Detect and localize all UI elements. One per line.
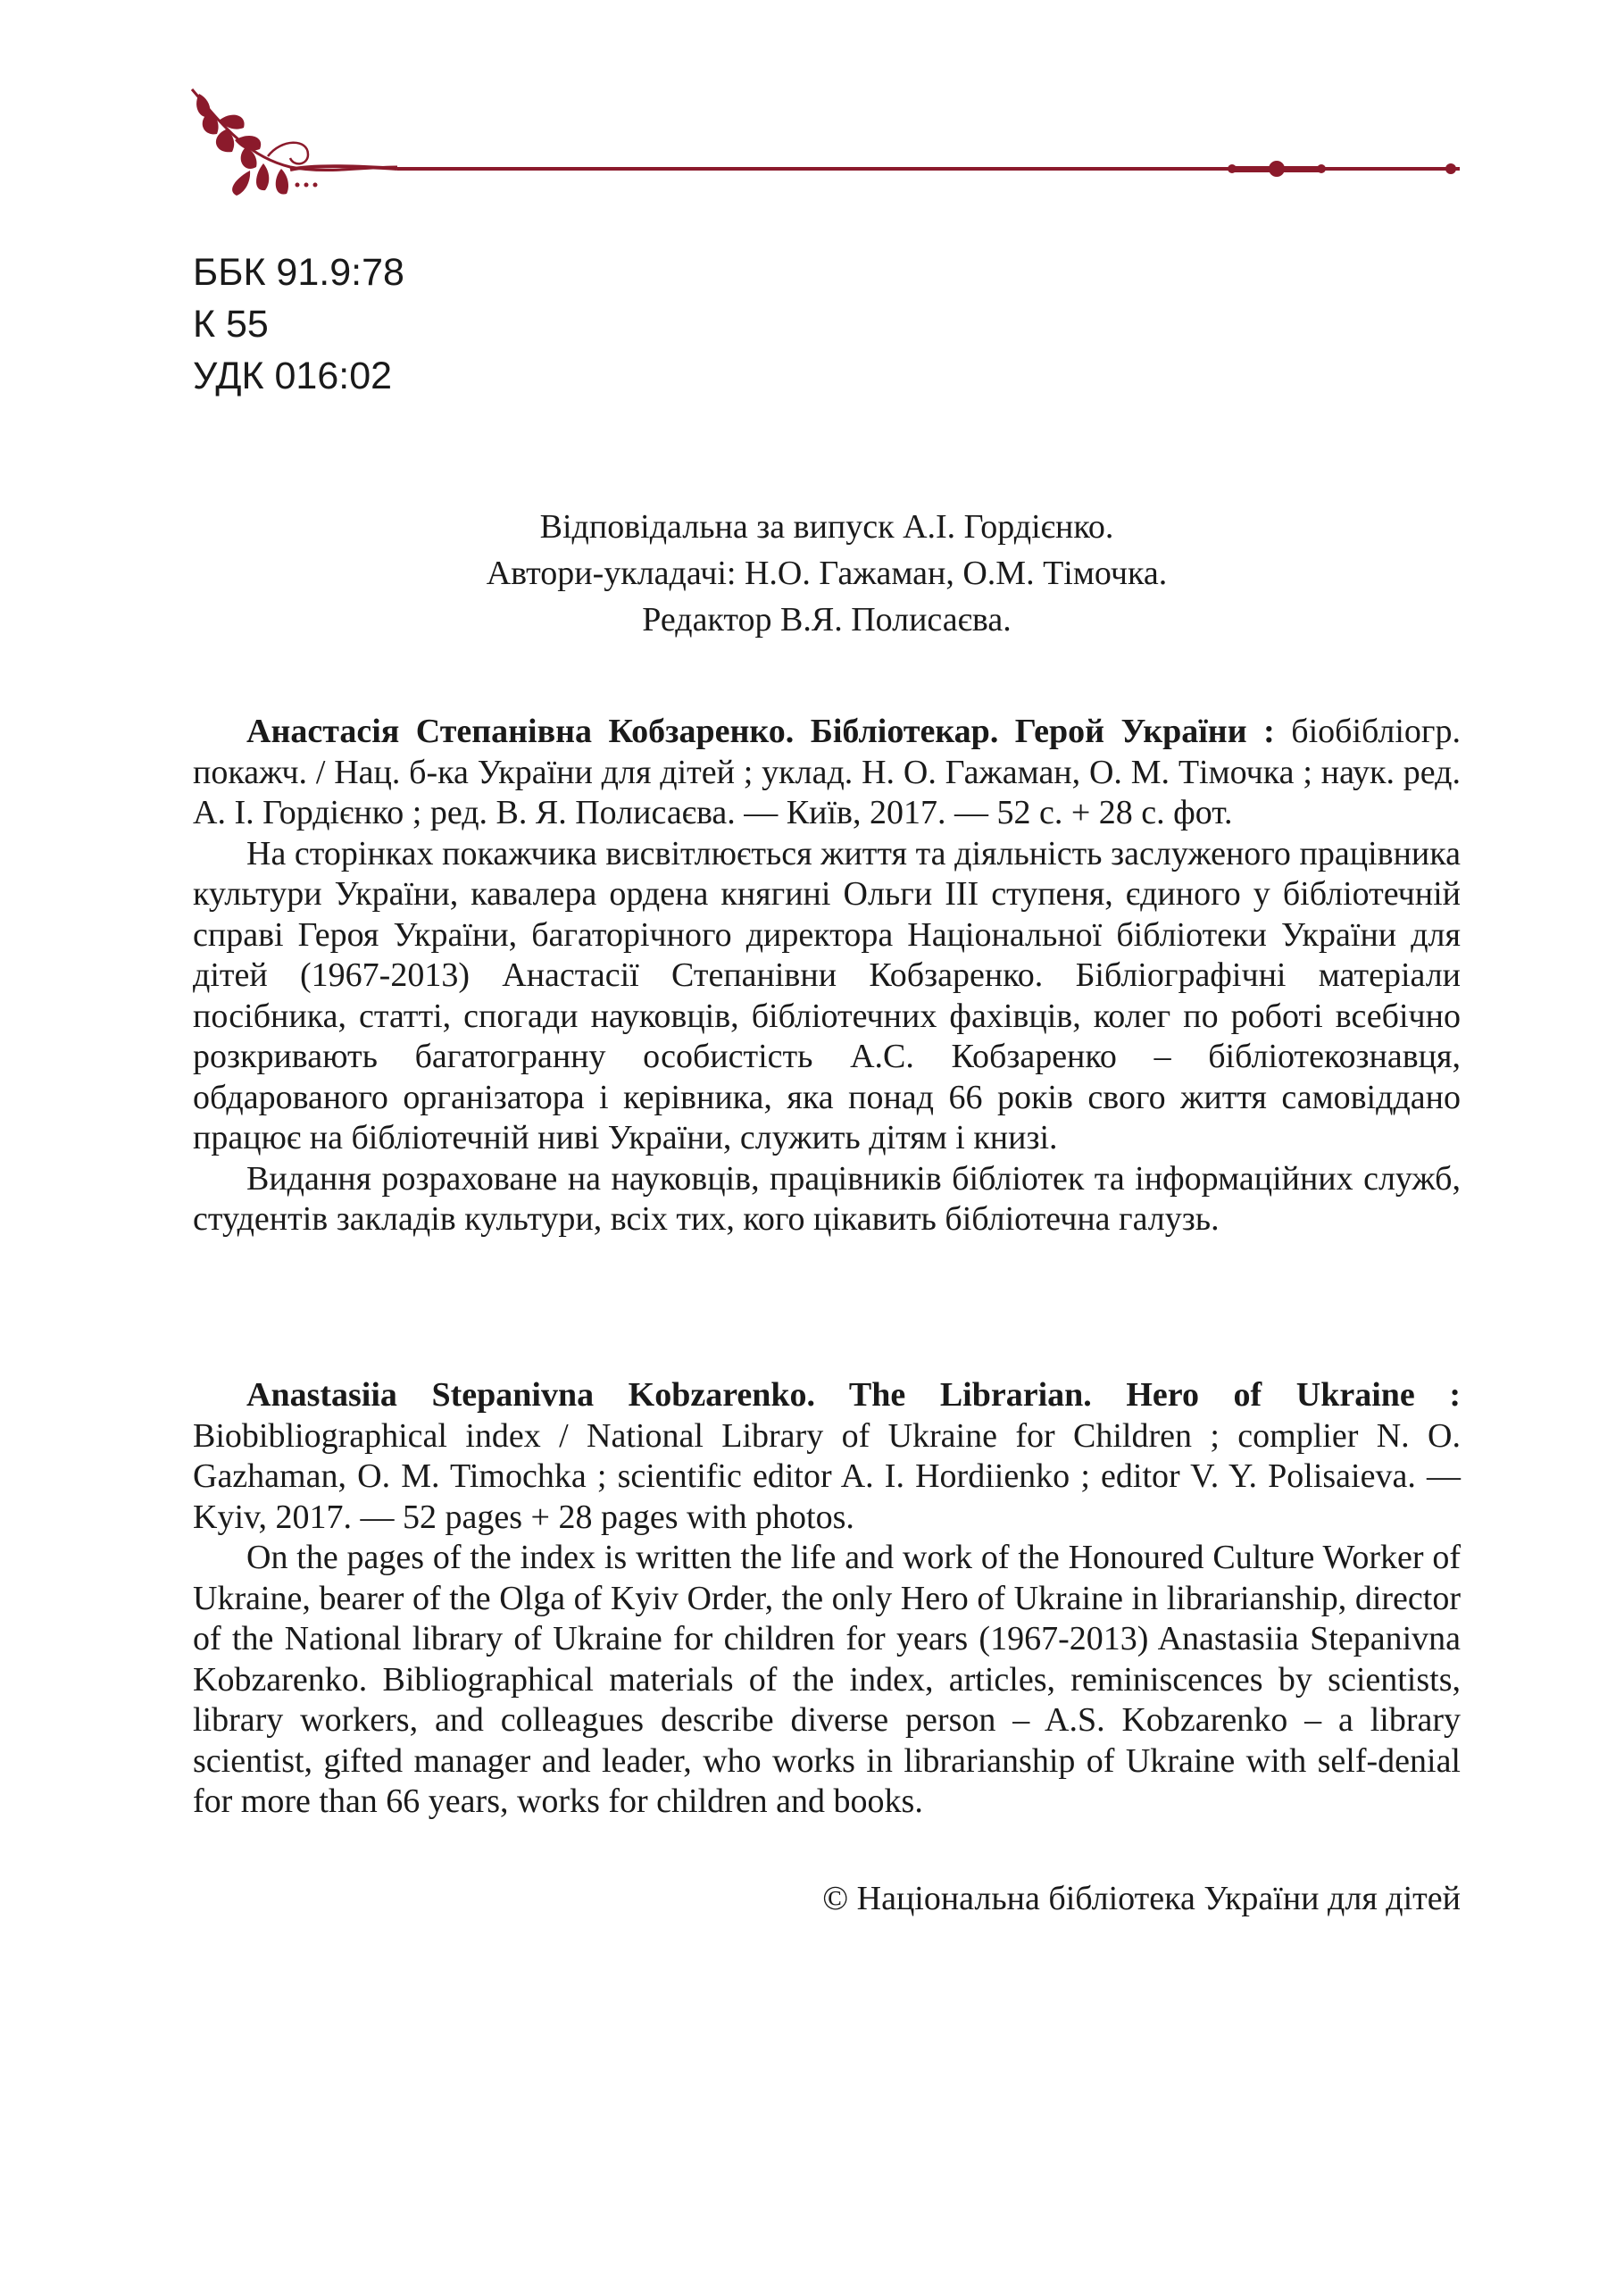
english-annotation: On the pages of the index is written the life and work of the Honoured Culture Worker of Ukraine, bearer of the Olga of Kyiv Order, the only Hero of Ukraine in librarianship, director of the National library of Ukraine for children for years (1967-2013) Anastasiia Stepanivna Kobzarenko. Bibliographical materials of the index, articles, reminiscences by scientists, library workers, and colleagues describe diverse person – A.S. Kobzarenko – a library scientist, gifted manager and leader, who works in librarianship of Ukraine with self-denial for more than 66 years, works for children and books. [193, 1539, 1461, 1820]
english-title: Anastasiia Stepanivna Kobzarenko. The Librarian. Hero of Ukraine : [246, 1376, 1461, 1414]
issue-responsible: Відповідальна за випуск А.І. Гордієнко. [539, 508, 1114, 546]
ukrainian-audience: Видання розраховане на науковців, працівників бібліотек та інформаційних служб, студентів закладів культури, всіх тих, кого цікавить бібліотечна галузь. [193, 1159, 1461, 1238]
ukrainian-annotation: На сторінках покажчика висвітлюється життя та діяльність заслуженого працівника культури України, кавалера ордена княгині Ольги ІІІ ступеня, єдиного у бібліотечній справі Героя України, багаторічного директора Національної бібліотеки України для дітей (1967-2013) Анастасії Степанівни Кобзаренко. Бібліографічні матеріали посібника, статті, спогади науковців, бібліотечних фахівців, колег по роботі всебічно розкривають багатогранну особистість А.С. Кобзаренко – бібліотекознавця, обдарованого організатора і керівника, яка понад 66 років свого життя самовіддано працює на бібліотечній ниві України, служить дітям і книзі. [193, 834, 1461, 1156]
classification-codes [193, 246, 404, 402]
ukrainian-citation-text: біобібліогр. покажч. / Нац. б-ка України для дітей ; уклад. Н. О. Гажаман, О. М. Тімочка ; наук. ред. А. І. Гордієнко ; ред. В. Я. Полисаєва. — Київ, 2017. — 52 с. + 28 с. фот. [193, 713, 1462, 831]
english-citation-text: Biobibliographical index / National Library of Ukraine for Children ; complier N. O. Gazhaman, O. M. Timochka ; scientific editor A. I. Hordiienko ; editor V. Y. Polisaieva. — Kyiv, 2017. — 52 pages + 28 pages with photos. [193, 1416, 1461, 1536]
copyright-notice: © Національна бібліотека України для дітей [822, 1880, 1461, 1917]
ukrainian-description [193, 712, 1461, 1240]
ukrainian-citation [193, 712, 1461, 834]
compilers: Автори-укладачі: Н.О. Гажаман, О.М. Тімочка. [486, 555, 1168, 592]
author-mark: К 55 [193, 303, 269, 346]
ukrainian-title: Анастасія Степанівна Кобзаренко. Бібліотекар. Герой України : [246, 713, 1275, 750]
floral-vine-ornament-icon [183, 85, 1460, 219]
english-description [193, 1375, 1461, 1823]
editor: Редактор В.Я. Полисаєва. [642, 601, 1012, 639]
responsible-persons [193, 504, 1461, 643]
english-citation [193, 1375, 1461, 1538]
bbk-code: ББК 91.9:78 [193, 251, 404, 294]
udk-code: УДК 016:02 [193, 355, 393, 397]
